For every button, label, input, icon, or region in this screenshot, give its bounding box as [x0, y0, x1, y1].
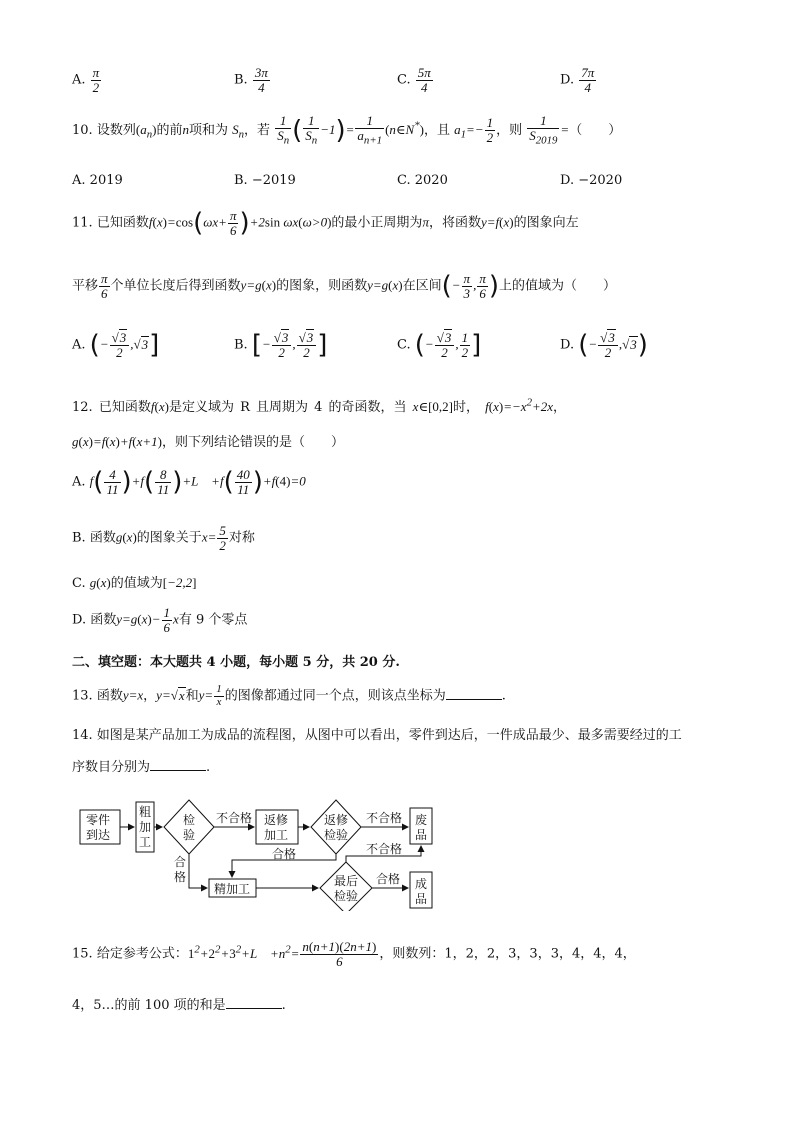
q14-answer-blank — [150, 758, 206, 771]
fail-label-1: 不合格 — [216, 811, 253, 825]
rework-text-1: 返修 — [264, 813, 289, 827]
question-14-line2: 序数目分别为 . — [72, 760, 211, 775]
inspect-text-2: 验 — [183, 828, 196, 842]
inspect-diamond — [164, 800, 214, 854]
q11-option-d: D. (− $\frac{√3}{2}$ ,√3) — [560, 329, 648, 360]
start-text-1: 零件 — [86, 813, 111, 827]
question-15-line2: 4，5…的前 100 项的和是 . — [72, 998, 286, 1013]
waste-text-2: 品 — [415, 828, 428, 842]
question-13: 13. 函数y=x，y=√x和y= $\frac{1}{x}$ 的图像都通过同一个点，则该点坐标为 . — [72, 683, 506, 708]
reinspect-text-1: 返修 — [324, 813, 349, 827]
flowchart-svg — [76, 796, 436, 911]
pass-label-1: 合格 — [272, 847, 297, 861]
final-text-2: 检验 — [334, 889, 359, 903]
fail-label-3: 不合格 — [366, 842, 403, 856]
question-11-line2: 平移 $\frac{\pi}{6}$ 个单位长度后得到函数y=g(x)的图象，则函数y=g(x)在区间(− $\frac{\pi}{3}$ , $\frac{\pi}{6}$ )上的值域为（ ） — [72, 270, 616, 301]
section-title-fill-in: 二、填空题：本大题共 4 小题，每小题 5 分，共 20 分. — [72, 655, 400, 670]
question-12-line2: g(x)=f(x)+f(x+1)，则下列结论错误的是（ ） — [72, 434, 344, 450]
q10-option-c: C. 2020 — [397, 173, 448, 188]
pass-label-2a: 合 — [174, 855, 187, 869]
rough-text-1: 粗 — [139, 805, 152, 819]
rough-text-2: 加 — [139, 820, 152, 834]
q15-answer-blank — [226, 996, 282, 1009]
q12-option-b: B. 函数g(x)的图象关于x= $\frac{5}{2}$ 对称 — [72, 523, 255, 553]
pass-label-3: 合格 — [376, 872, 401, 886]
q9-option-b-fraction: $\frac{3\pi}{4}$ — [254, 65, 268, 95]
product-text-2: 品 — [415, 892, 428, 906]
question-15-line1: 15. 给定参考公式：$1^2+2^2+3^2+L$ $+n^2=$ $\frac{n(n+1)(2n+1)}{6}$ ，则数列：1，2，2，3，3，3，4，4，4， — [72, 939, 636, 969]
q11-option-b: B. [− $\frac{√3}{2}$ , $\frac{√3}{2}$ ] — [234, 329, 328, 360]
process-flowchart — [76, 796, 436, 911]
rough-text-3: 工 — [139, 835, 152, 849]
waste-text-1: 废 — [415, 813, 428, 827]
pass-label-2b: 格 — [174, 870, 187, 884]
q9-option-c: C. $\frac{5\pi}{4}$ — [397, 65, 431, 95]
final-text-1: 最后 — [334, 874, 359, 888]
q9-option-a-fraction: $\frac{\pi}{2}$ — [92, 65, 100, 95]
fine-text: 精加工 — [214, 882, 251, 896]
q9-option-d: D. $\frac{7\pi}{4}$ — [560, 65, 595, 95]
q9-option-a: A. $\frac{\pi}{2}$ — [72, 65, 100, 95]
q13-answer-blank — [446, 687, 502, 700]
reinspect-text-2: 检验 — [324, 828, 349, 842]
q12-option-a: A. f( $\frac{4}{11}$ )+f( $\frac{8}{11}$ )+L +f( $\frac{40}{11}$ )+f(4)=0 — [72, 466, 306, 497]
q10-option-a: A. 2019 — [72, 173, 123, 188]
q10-option-d: D. −2020 — [560, 173, 623, 188]
reinspect-diamond — [311, 800, 361, 854]
q11-option-c: C. (− $\frac{√3}{2}$ , $\frac{1}{2}$ ] — [397, 329, 482, 360]
question-11-line1: 11. 已知函数f(x)=cos(ωx+ $\frac{\pi}{6}$ )+2sin ωx(ω>0)的最小正周期为π，将函数y=f(x)的图象向左 — [72, 207, 579, 238]
product-text-1: 成 — [415, 877, 428, 891]
q9-option-d-fraction: $\frac{7\pi}{4}$ — [581, 65, 595, 95]
q12-option-d: D. 函数y=g(x)− $\frac{1}{6}$ x有 9 个零点 — [72, 605, 248, 635]
q12-option-c: C. g(x)的值域为[−2,2] — [72, 575, 197, 591]
question-10: 10. 设数列$(a_n)$的前n项和为 $S_n$，若 $\frac{1}{S_n}$ ( $\frac{1}{S_n}$ −1)= $\frac{1}{a_{n+1}}$ (n∈N*)，且 $a_1=-$ $\frac{1}{2}$ ，则 $\frac{1}{S_{2019}}$ =（ ） — [72, 113, 622, 147]
inspect-text-1: 检 — [183, 813, 196, 827]
q10-option-b: B. −2019 — [234, 173, 296, 188]
question-14-line1: 14. 如图是某产品加工为成品的流程图，从图中可以看出，零件到达后，一件成品最少、最多需要经过的工 — [72, 728, 682, 743]
question-12-line1: 12. 已知函数f(x)是定义域为 R 且周期为 4 的奇函数，当 x∈[0,2]时， $f(x)=-x^2+2x$， — [72, 396, 567, 415]
fail-label-2: 不合格 — [366, 811, 403, 825]
start-text-2: 到达 — [86, 828, 111, 842]
q9-option-b: B. $\frac{3\pi}{4}$ — [234, 65, 268, 95]
q11-option-a: A. (− $\frac{√3}{2}$ ,√3] — [72, 329, 160, 360]
rework-text-2: 加工 — [264, 828, 289, 842]
q9-option-c-fraction: $\frac{5\pi}{4}$ — [417, 65, 431, 95]
